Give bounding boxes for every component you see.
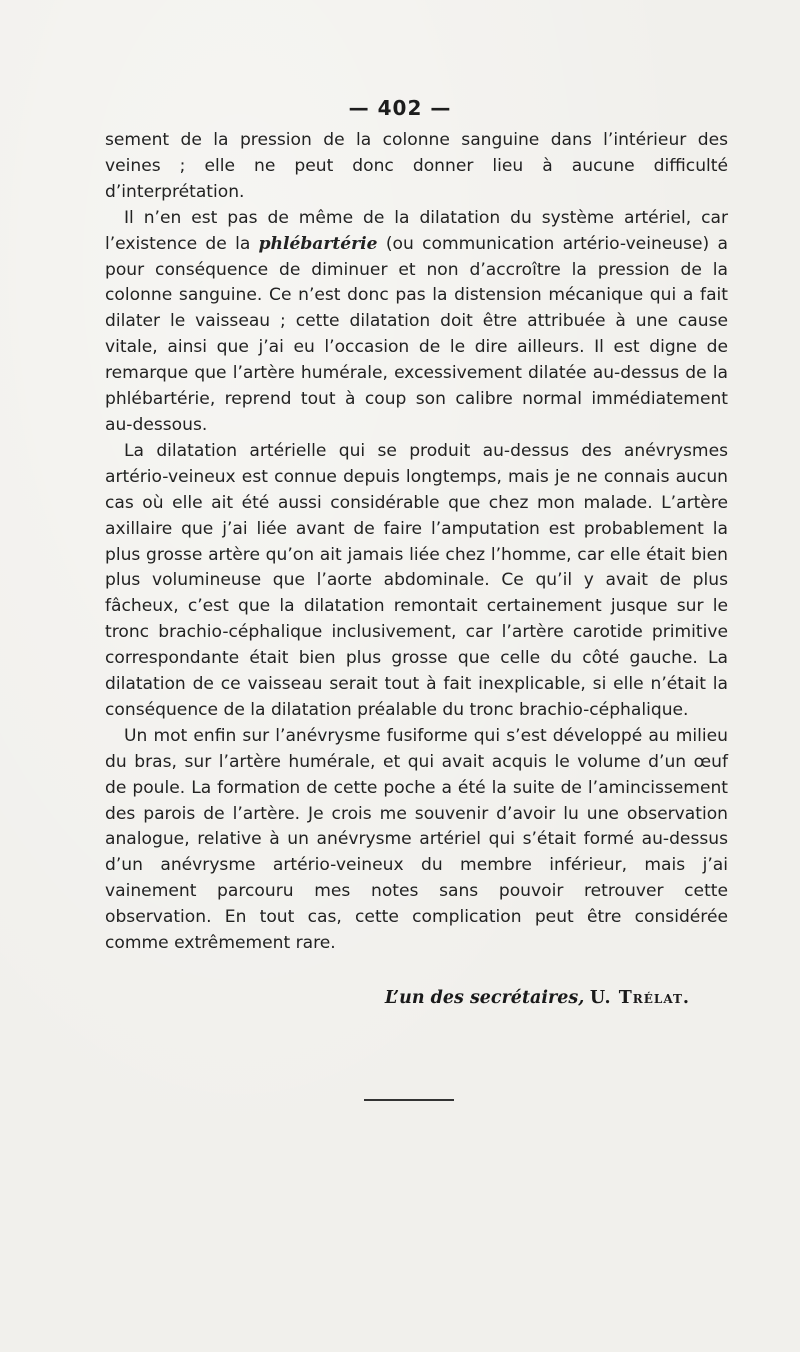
paragraph-2-part-2: (ou communication artério-veineuse) a pour conséquence de diminuer et non d’accroître la pression de la colonne sanguine. Ce n’est donc pas la distension mécanique qui a fait dilater le vaisseau ; cette dilatation doit être attribuée à une cause vitale, ainsi que j’ai eu l’occasion de le dire ailleurs. Il est digne de remarque que l’artère humérale, excessivement dilatée au-dessus de la phlébartérie, reprend tout à coup son calibre normal immédiatement au-dessous. xyxy=(105,233,728,435)
paragraph-2-part-1: Il n’en est pas de même de la dilatation du système artériel, car l’existence de la xyxy=(105,207,728,254)
closing-rule xyxy=(364,1099,454,1101)
signature-surname: rélat xyxy=(632,988,683,1008)
page-number: — 402 — xyxy=(348,96,452,120)
phlebarterie-term: phlébartérie xyxy=(258,233,378,254)
paragraph-4: Un mot enfin sur l’anévrysme fusiforme qui s’est développé au milieu du bras, sur l’artère humérale, et qui avait acquis le volume d’un œuf de poule. La formation de cette poche a été la suite de l’amincissement des parois de l’artère. Je crois me souvenir d’avoir lu une observation analogue, relative à un anévrysme artériel qui s’était formé au-dessus d’un anévrysme artério-veineux du membre inférieur, mais j’ai vainement parcouru mes notes sans pouvoir retrouver cette observation. En tout cas, cette complication peut être considérée comme extrêmement rare. xyxy=(105,725,728,954)
paragraph-1: sement de la pression de la colonne sanguine dans l’intérieur des veines ; elle ne peut donc donner lieu à aucune difficulté d’interprétation. xyxy=(105,130,728,202)
signature-initial: U. T xyxy=(589,988,633,1008)
body-text xyxy=(105,128,728,957)
signature-period: . xyxy=(682,988,690,1008)
paragraph-2 xyxy=(105,206,728,439)
signature-role: L’un des secrétaires, xyxy=(384,988,585,1008)
signature xyxy=(300,988,690,1008)
paragraph-3: La dilatation artérielle qui se produit au-dessus des anévrysmes artério-veineux est connue depuis longtemps, mais je ne connais aucun cas où elle ait été aussi considérable que chez mon malade. L’artère axillaire que j’ai liée avant de faire l’amputation est probablement la plus grosse artère qu’on ait jamais liée chez l’homme, car elle était bien plus volumineuse que l’aorte abdominale. Ce qu’il y avait de plus fâcheux, c’est que la dilatation remontait certainement jusque sur le tronc brachio-céphalique inclusivement, car l’artère carotide primitive correspondante était bien plus grosse que celle du côté gauche. La dilatation de ce vaisseau serait tout à fait inexplicable, si elle n’était la conséquence de la dilatation préalable du tronc brachio-céphalique. xyxy=(105,440,728,720)
signature-name xyxy=(590,988,690,1008)
